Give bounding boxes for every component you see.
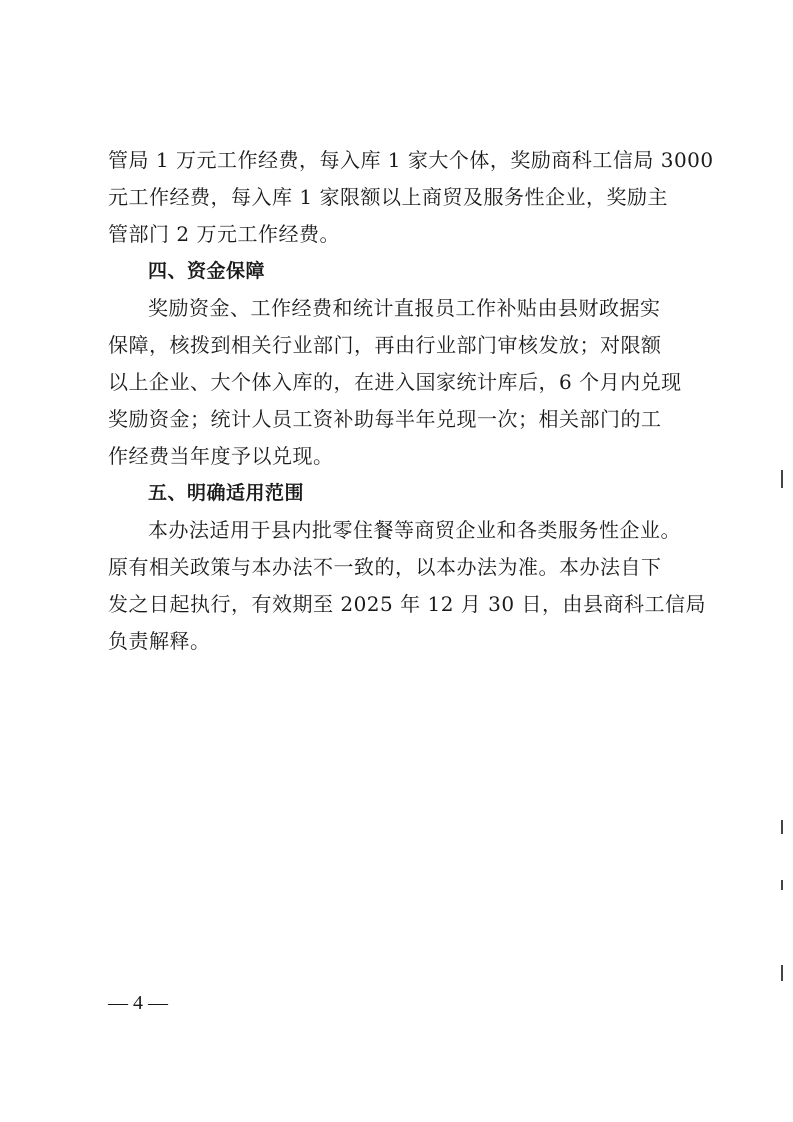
paragraph-line: 以上企业、大个体入库的，在进入国家统计库后，6 个月内兑现 [108,370,682,394]
page-number: — 4 — [108,992,168,1014]
scan-edge-mark [781,470,783,488]
paragraph-line: 奖励资金、工作经费和统计直报员工作补贴由县财政据实 [148,296,661,320]
section-heading-scope: 五、明确适用范围 [148,482,305,504]
paragraph-line: 发之日起执行，有效期至 2025 年 12 月 30 日，由县商科工信局 [108,592,706,616]
paragraph-line: 原有相关政策与本办法不一致的，以本办法为准。本办法自下 [108,555,662,579]
paragraph-line: 管部门 2 万元工作经费。 [108,222,340,246]
paragraph-line: 元工作经费，每入库 1 家限额以上商贸及服务性企业，奖励主 [108,185,668,209]
scan-edge-mark [781,880,783,890]
section-heading-funding: 四、资金保障 [148,260,266,282]
paragraph-line: 本办法适用于县内批零住餐等商贸企业和各类服务性企业。 [148,518,681,542]
body-text [108,142,714,660]
paragraph-line: 保障，核拨到相关行业部门，再由行业部门审核发放；对限额 [108,333,662,357]
scan-edge-mark [781,965,783,981]
paragraph-line: 负责解释。 [108,629,211,653]
paragraph-line: 奖励资金；统计人员工资补助每半年兑现一次；相关部门的工 [108,407,662,431]
paragraph-line: 管局 1 万元工作经费，每入库 1 家大个体，奖励商科工信局 3000 [108,148,714,172]
paragraph-line: 作经费当年度予以兑现。 [108,444,334,468]
scan-edge-mark [781,820,783,834]
